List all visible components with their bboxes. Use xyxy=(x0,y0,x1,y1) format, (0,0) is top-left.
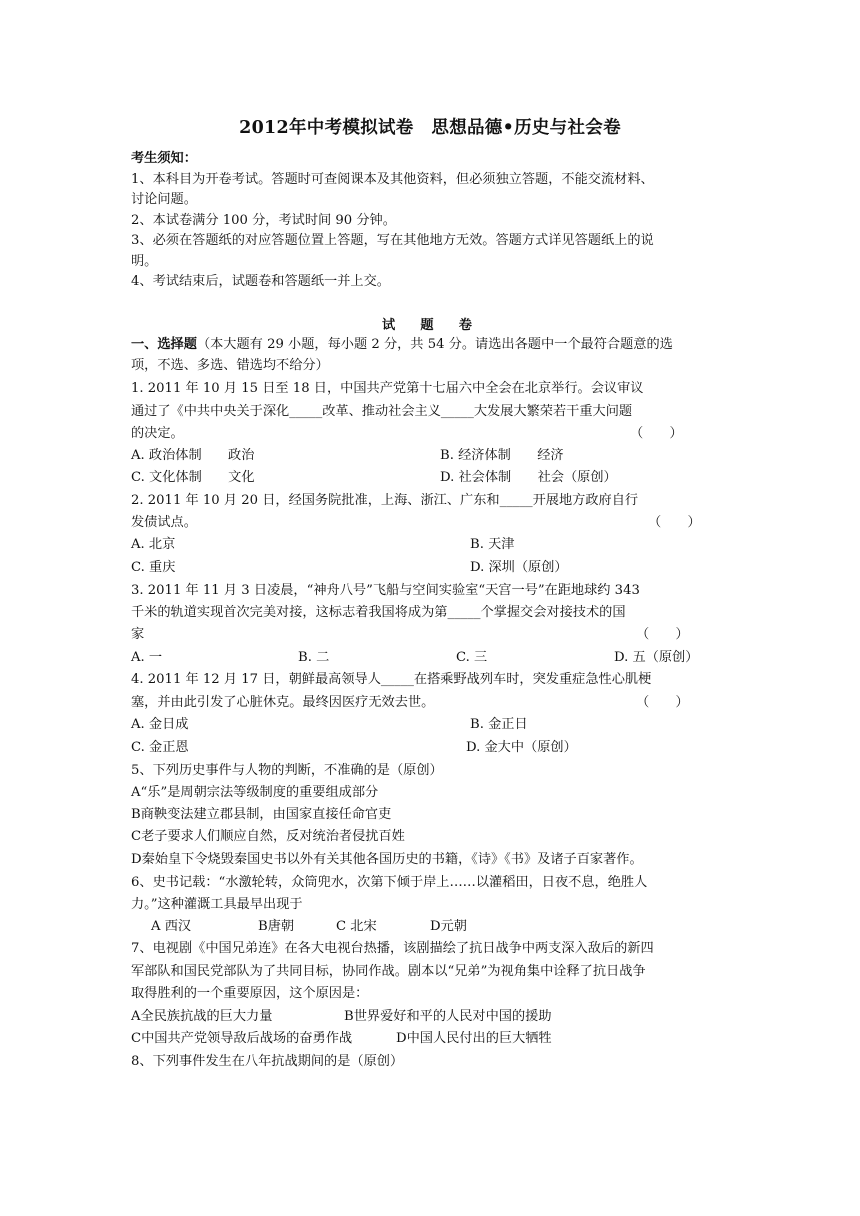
q1-stem-line: 通过了《中共中央关于深化_____改革、推动社会主义_____大发展大繁荣若干重大问题 xyxy=(131,404,633,419)
q3-answer-paren: （ ） xyxy=(636,627,689,642)
q3-option-b: B. 二 xyxy=(298,650,330,665)
q1-stem-line: 的决定。 xyxy=(131,426,184,441)
q3-stem-line: 千米的轨道实现首次完美对接，这标志着我国将成为第_____个掌握交会对接技术的国 xyxy=(131,605,626,620)
q4-option-c: C. 金正恩 xyxy=(131,740,189,755)
q2-option-c: C. 重庆 xyxy=(131,560,176,575)
q3-stem-line: 3. 2011 年 11 月 3 日凌晨，“神舟八号”飞船与空间实验室“天宫一号”在距地球约 343 xyxy=(131,583,640,598)
q4-answer-paren: （ ） xyxy=(636,695,689,710)
q7-option-b: B世界爱好和平的人民对中国的援助 xyxy=(344,1009,552,1024)
part1-intro xyxy=(131,336,673,354)
q4-option-d: D. 金大中（原创） xyxy=(466,740,577,755)
q4-option-a: A. 金日成 xyxy=(131,717,189,732)
q5-option-d: D秦始皇下令烧毁秦国史书以外有关其他各国历史的书籍，《诗》《书》及诸子百家著作。 xyxy=(131,852,643,867)
q6-option-a: A 西汉 xyxy=(151,919,192,934)
q1-option-b: B. 经济体制 经济 xyxy=(440,448,564,463)
q2-stem-line: 发债试点。 xyxy=(131,515,197,530)
q6-stem-line: 6、史书记载：“水激轮转，众筒兜水，次第下倾于岸上……以灌稻田，日夜不息，绝胜人 xyxy=(131,875,648,890)
q5-option-a: A“乐”是周朝宗法等级制度的重要组成部分 xyxy=(131,785,379,800)
q7-stem-line: 军部队和国民党部队为了共同目标，协同作战。剧本以“兄弟”为视角集中诠释了抗日战争 xyxy=(131,964,646,979)
q2-answer-paren: （ ） xyxy=(648,515,701,530)
q4-stem-line: 塞，并由此引发了心脏休克。最终因医疗无效去世。 xyxy=(131,695,435,710)
q4-option-b: B. 金正日 xyxy=(470,717,528,732)
q3-stem-line: 家 xyxy=(131,627,145,642)
q5-option-b: B商鞅变法建立郡县制，由国家直接任命官吏 xyxy=(131,807,392,822)
notice-line: 3、必须在答题纸的对应答题位置上答题，写在其他地方无效。答题方式详见答题纸上的说 xyxy=(131,233,654,248)
q6-option-d: D元朝 xyxy=(430,919,467,934)
q7-option-c: C中国共产党领导敌后战场的奋勇作战 xyxy=(131,1031,353,1046)
q6-option-b: B唐朝 xyxy=(258,919,295,934)
q1-stem-line: 1. 2011 年 10 月 15 日至 18 日，中国共产党第十七届六中全会在北京举行。会议审议 xyxy=(131,381,644,396)
part1-intro-line: 项，不选、多选、错选均不给分） xyxy=(131,358,329,373)
q1-answer-paren: （ ） xyxy=(630,426,683,441)
q6-stem-line: 力。”这种灌溉工具最早出现于 xyxy=(131,897,303,912)
notice-line: 1、本科目为开卷考试。答题时可查阅课本及其他资料，但必须独立答题，不能交流材料、 xyxy=(131,172,654,187)
q1-option-a: A. 政治体制 政治 xyxy=(131,448,255,463)
q2-option-a: A. 北京 xyxy=(131,537,176,552)
part1-heading: 一、选择题 xyxy=(131,337,197,352)
q1-option-d: D. 社会体制 社会（原创） xyxy=(440,470,617,485)
q5-option-c: C老子要求人们顺应自然，反对统治者侵扰百姓 xyxy=(131,829,405,844)
part1-intro-text: （本大题有 29 小题，每小题 2 分，共 54 分。请选出各题中一个最符合题意的选 xyxy=(196,337,673,352)
q1-option-c: C. 文化体制 文化 xyxy=(131,470,255,485)
notice-line: 明。 xyxy=(131,254,158,269)
q2-option-d: D. 深圳（原创） xyxy=(470,560,568,575)
q7-option-a: A全民族抗战的巨大力量 xyxy=(131,1009,273,1024)
q6-option-c: C 北宋 xyxy=(336,919,377,934)
q7-stem-line: 取得胜利的一个重要原因，这个原因是： xyxy=(131,986,369,1001)
q2-option-b: B. 天津 xyxy=(470,537,515,552)
notice-heading: 考生须知： xyxy=(131,151,197,166)
q3-option-a: A. 一 xyxy=(131,650,163,665)
q4-stem-line: 4. 2011 年 12 月 17 日，朝鲜最高领导人_____在搭乘野战列车时，突发重症急性心肌梗 xyxy=(131,672,652,687)
q5-stem: 5、下列历史事件与人物的判断，不准确的是（原创） xyxy=(131,763,443,778)
q7-option-d: D中国人民付出的巨大牺牲 xyxy=(396,1031,552,1046)
section-title: 试 题 卷 xyxy=(382,318,478,333)
q3-option-d: D. 五（原创） xyxy=(614,650,699,665)
q7-stem-line: 7、电视剧《中国兄弟连》在各大电视台热播，该剧描绘了抗日战争中两支深入敌后的新四 xyxy=(131,941,654,956)
notice-line: 讨论问题。 xyxy=(131,192,197,207)
q8-stem: 8、下列事件发生在八年抗战期间的是（原创） xyxy=(131,1054,404,1069)
page-title: 2012年中考模拟试卷 思想品德•历史与社会卷 xyxy=(239,118,621,138)
notice-line: 2、本试卷满分 100 分，考试时间 90 分钟。 xyxy=(131,213,396,228)
q3-option-c: C. 三 xyxy=(456,650,488,665)
notice-line: 4、考试结束后，试题卷和答题纸一并上交。 xyxy=(131,274,390,289)
q2-stem-line: 2. 2011 年 10 月 20 日，经国务院批准，上海、浙江、广东和_____开展地方政府自行 xyxy=(131,493,639,508)
